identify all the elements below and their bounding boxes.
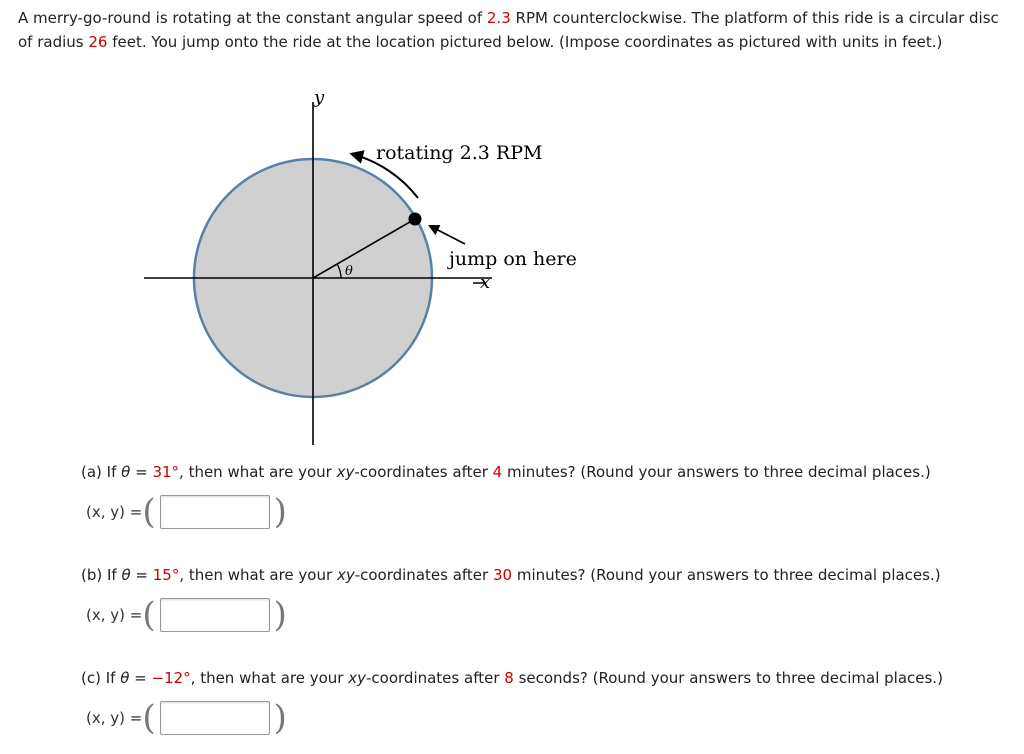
close-paren-b: )	[273, 595, 287, 635]
answer-label-a: (x, y) =	[86, 503, 143, 521]
q-c-xy: xy	[348, 669, 366, 687]
question-b	[81, 566, 941, 584]
question-a	[81, 463, 931, 481]
q-b-mid1: , then what are your	[179, 566, 337, 584]
intro-text-1: A merry-go-round is rotating at the constant angular speed of	[18, 9, 487, 27]
q-a-theta: θ	[121, 463, 131, 481]
jump-label: jump on here	[449, 248, 577, 270]
q-c-prefix: (c) If	[81, 669, 121, 687]
merry-go-round-diagram	[140, 88, 600, 448]
intro-text-3: feet. You jump onto the ride at the location pictured below. (Impose coordinates as pictured with units in feet.)	[107, 33, 943, 51]
answer-row-a	[86, 490, 287, 534]
q-a-mid1: , then what are your	[179, 463, 337, 481]
question-c	[81, 669, 943, 687]
q-a-time: 4	[492, 463, 503, 481]
open-paren-a: (	[142, 492, 156, 532]
merry-go-round-figure	[140, 88, 600, 452]
theta-label: θ	[345, 264, 353, 279]
radius-value: 26	[88, 33, 108, 51]
answer-label-b: (x, y) =	[86, 606, 143, 624]
q-a-xy: xy	[336, 463, 355, 481]
q-b-eq: =	[130, 566, 153, 584]
intro-text-2: RPM counterclockwise. The platform of this ride is a circular disc of radius	[18, 9, 999, 51]
close-paren-a: )	[273, 492, 287, 532]
q-b-time: 30	[492, 566, 513, 584]
q-c-suffix: seconds? (Round your answers to three decimal places.)	[513, 669, 943, 687]
q-b-mid2: -coordinates after	[354, 566, 493, 584]
open-paren-c: (	[142, 698, 156, 738]
answer-input-b[interactable]	[160, 598, 270, 632]
q-a-prefix: (a) If	[81, 463, 122, 481]
q-b-xy: xy	[336, 566, 355, 584]
answer-label-c: (x, y) =	[86, 709, 143, 727]
q-a-suffix: minutes? (Round your answers to three decimal places.)	[502, 463, 931, 481]
speed-value: 2.3	[486, 9, 511, 27]
q-b-suffix: minutes? (Round your answers to three decimal places.)	[512, 566, 941, 584]
q-c-eq: =	[129, 669, 152, 687]
y-axis-label: y	[314, 88, 325, 108]
q-a-mid2: -coordinates after	[354, 463, 493, 481]
q-c-angle: −12°	[151, 669, 191, 687]
q-c-mid2: -coordinates after	[366, 669, 505, 687]
q-b-prefix: (b) If	[81, 566, 122, 584]
answer-input-a[interactable]	[160, 495, 270, 529]
open-paren-b: (	[142, 595, 156, 635]
q-a-angle: 31°	[152, 463, 180, 481]
problem-statement	[18, 6, 1008, 54]
q-b-angle: 15°	[152, 566, 180, 584]
q-c-mid1: , then what are your	[190, 669, 349, 687]
jump-point-dot	[409, 213, 422, 226]
answer-input-c[interactable]	[160, 701, 270, 735]
q-b-theta: θ	[121, 566, 131, 584]
q-a-eq: =	[130, 463, 153, 481]
answer-row-b	[86, 593, 287, 637]
q-c-theta: θ	[120, 669, 130, 687]
rotating-label: rotating 2.3 RPM	[376, 142, 543, 164]
jump-arrow	[430, 226, 465, 244]
q-c-time: 8	[504, 669, 514, 687]
answer-row-c	[86, 696, 287, 740]
x-axis-label: x	[480, 272, 491, 293]
close-paren-c: )	[273, 698, 287, 738]
